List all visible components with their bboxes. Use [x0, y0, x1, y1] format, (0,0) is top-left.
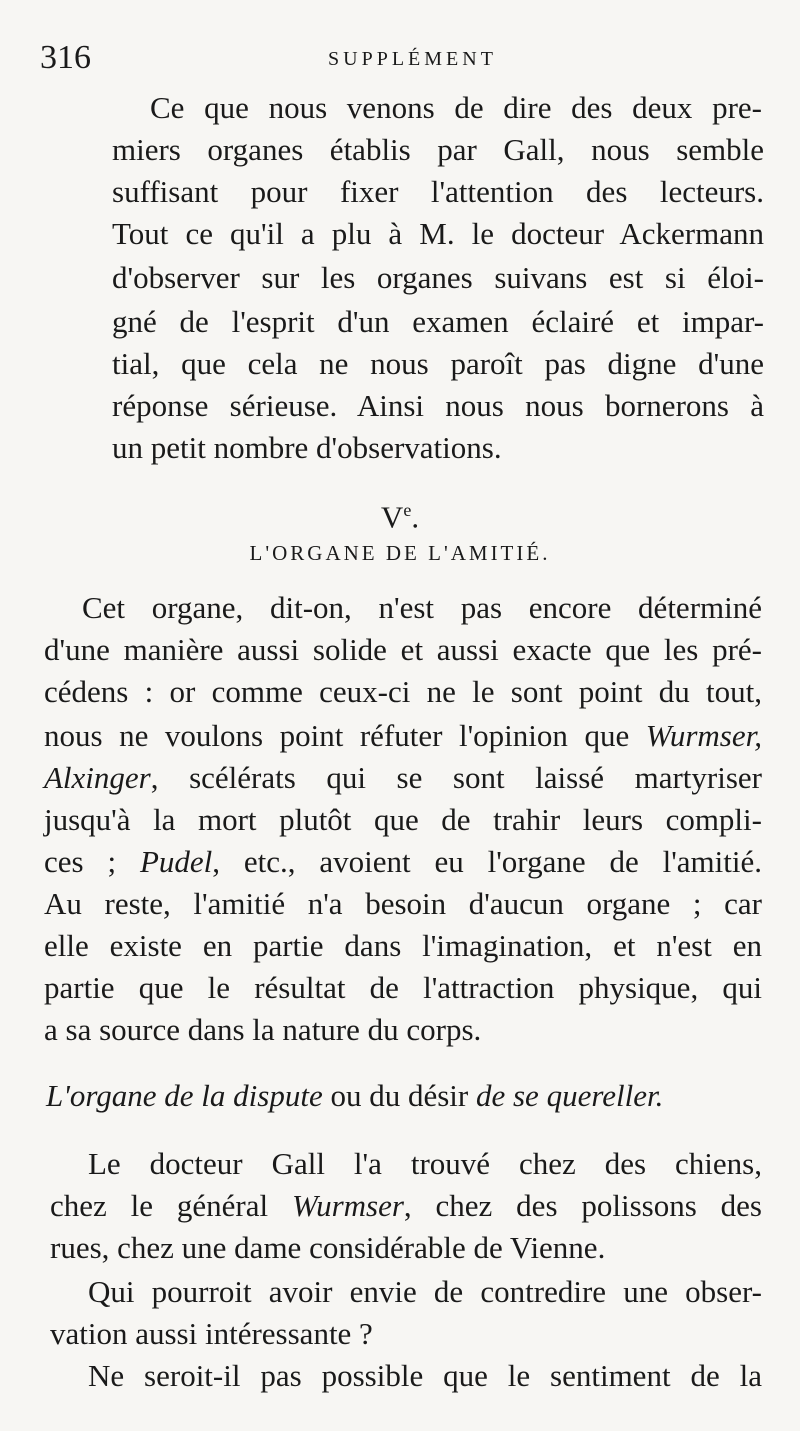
- page-number: 316: [40, 39, 91, 76]
- text-line: vation aussi intéressante ?: [50, 1316, 373, 1351]
- text-line: un petit nombre d'observations.: [112, 430, 502, 465]
- text-line: Le docteur Gall l'a trouvé chez des chiens,: [88, 1146, 762, 1181]
- text-line: tial, que cela ne nous paroît pas digne d'une: [112, 346, 764, 381]
- text-line: miers organes établis par Gall, nous semble: [112, 132, 764, 167]
- text-line: elle existe en partie dans l'imagination, et n'est en: [44, 928, 762, 963]
- section-number: Ve.: [380, 499, 420, 535]
- text-line: ces ; Pudel, etc., avoient eu l'organe de l'amitié.: [44, 844, 762, 879]
- text-line: partie que le résultat de l'attraction physique, qui: [44, 970, 762, 1005]
- text-line: Alxinger, scélérats qui se sont laissé martyriser: [44, 760, 762, 795]
- text-line: gné de l'esprit d'un examen éclairé et impar-: [112, 304, 764, 339]
- text-line: Tout ce qu'il a plu à M. le docteur Ackermann: [112, 216, 764, 251]
- text-line: Ce que nous venons de dire des deux pre-: [150, 90, 762, 125]
- text-line: cédens : or comme ceux-ci ne le sont point du tout,: [44, 674, 762, 709]
- text-line: rues, chez une dame considérable de Vienne.: [50, 1230, 606, 1265]
- text-line: a sa source dans la nature du corps.: [44, 1012, 482, 1047]
- text-line: Ne seroit-il pas possible que le sentiment de la: [88, 1358, 762, 1393]
- text-line: suffisant pour fixer l'attention des lecteurs.: [112, 174, 764, 209]
- text-line: nous ne voulons point réfuter l'opinion que Wurmser,: [44, 718, 762, 753]
- text-line: d'une manière aussi solide et aussi exacte que les pré-: [44, 632, 762, 667]
- text-line: Au reste, l'amitié n'a besoin d'aucun organe ; car: [44, 886, 762, 921]
- running-head: SUPPLÉMENT: [328, 48, 497, 70]
- subheading-dispute: L'organe de la dispute ou du désir de se quereller.: [46, 1078, 664, 1113]
- text-line: réponse sérieuse. Ainsi nous nous bornerons à: [112, 388, 764, 423]
- page-header: [40, 38, 760, 78]
- text-line: Qui pourroit avoir envie de contredire une obser-: [88, 1274, 762, 1309]
- text-line: Cet organe, dit-on, n'est pas encore déterminé: [82, 590, 762, 625]
- text-line: d'observer sur les organes suivans est si éloi-: [112, 260, 764, 295]
- text-line: chez le général Wurmser, chez des polissons des: [50, 1188, 762, 1223]
- text-line: jusqu'à la mort plutôt que de trahir leurs compli-: [44, 802, 762, 837]
- section-title: L'ORGANE DE L'AMITIÉ.: [249, 541, 551, 565]
